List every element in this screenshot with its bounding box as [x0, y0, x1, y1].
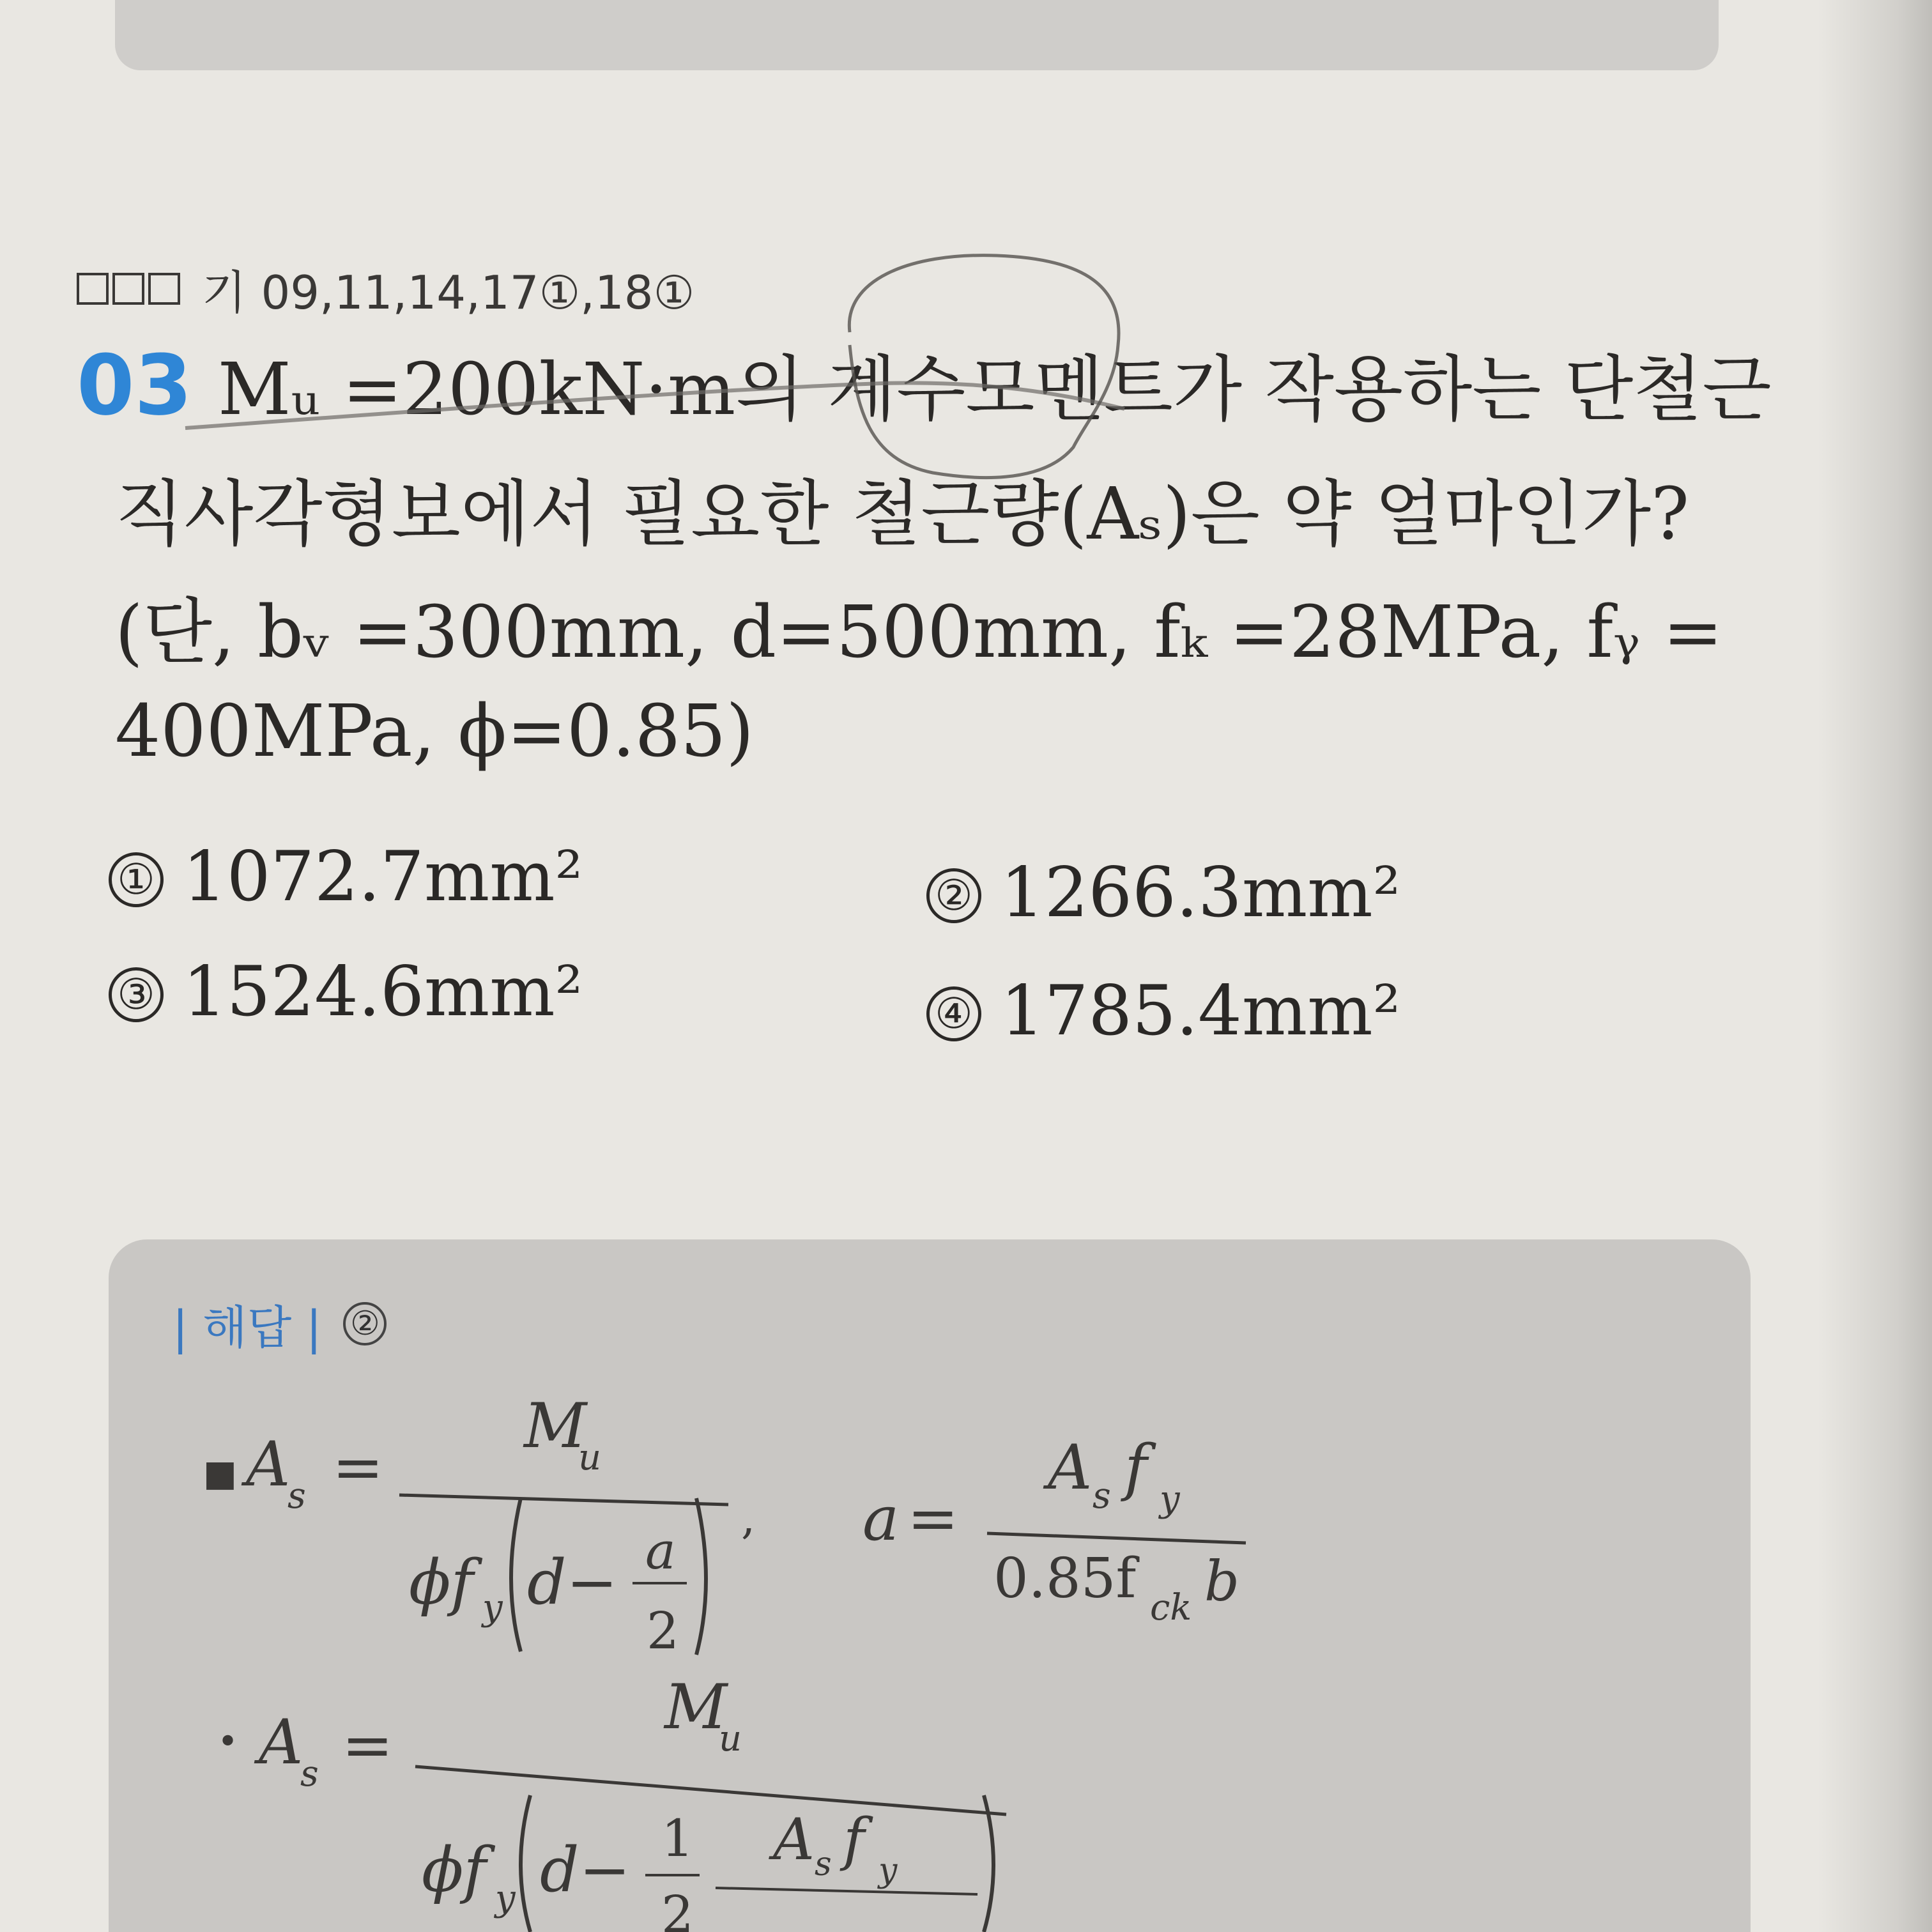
- formula-lhs: A: [246, 1429, 291, 1500]
- formula3-bullet: •: [217, 1721, 239, 1763]
- formula-denominator-d: d−: [527, 1547, 618, 1618]
- question-number: 03: [77, 337, 192, 434]
- formula-bullet: ■: [203, 1453, 237, 1494]
- formula-lhs-sub: s: [288, 1475, 306, 1517]
- formula2-denominator-b: b: [1204, 1550, 1240, 1614]
- formula-numerator: M: [524, 1390, 587, 1462]
- formula-numerator-sub: u: [578, 1437, 602, 1478]
- formula3-inner-s: s: [815, 1845, 832, 1883]
- question-line-3: (단, bᵥ =300mm, d=500mm, fₖ =28MPa, fᵧ =: [115, 591, 1723, 674]
- answer-value: ②: [343, 1302, 387, 1346]
- choice-text: 1072.7mm²: [183, 837, 583, 917]
- choice-number: ③: [109, 967, 164, 1022]
- formula2-num-a: A: [1048, 1432, 1092, 1503]
- choice-text: 1524.6mm²: [183, 952, 583, 1032]
- formula3-denominator-phi: ϕf: [422, 1834, 486, 1906]
- exam-source: 기 09,11,14,17①,18①: [202, 266, 695, 319]
- choice-number: ①: [109, 852, 164, 907]
- answer-heading: | 해답 |: [172, 1301, 322, 1354]
- formula3-inner-a: A: [773, 1806, 815, 1873]
- formula-denominator-sub: y: [482, 1587, 503, 1629]
- question-line-2: 직사각형보에서 필요한 철근량(Aₛ)은 약 얼마인가?: [115, 473, 1690, 556]
- choice-text: 1266.3mm²: [1000, 853, 1401, 933]
- choice-text: 1785.4mm²: [1000, 971, 1401, 1051]
- formula3-inner-y: y: [878, 1851, 898, 1890]
- formula2-num-y: y: [1160, 1478, 1180, 1520]
- formula3-numerator-sub: u: [719, 1718, 742, 1759]
- formula2-denominator: 0.85f: [993, 1547, 1137, 1611]
- pencil-underline: [185, 383, 1124, 428]
- formula3-lhs: A: [259, 1706, 303, 1778]
- formula3-lhs-sub: s: [300, 1753, 319, 1795]
- formula3-equals: =: [342, 1710, 394, 1781]
- choice-number: ②: [926, 868, 981, 923]
- formula2-num-f: f: [1124, 1432, 1147, 1503]
- formula-comma: ,: [741, 1492, 756, 1544]
- question-line-4: 400MPa, ϕ=0.85): [115, 690, 755, 773]
- formula3-denominator-sub: y: [495, 1878, 516, 1919]
- choice-number: ④: [926, 986, 981, 1041]
- formula-equals: =: [332, 1432, 384, 1503]
- formula3-one: 1: [661, 1809, 694, 1868]
- formula2-denominator-sub: ck: [1150, 1587, 1192, 1629]
- formula3-numerator: M: [664, 1671, 728, 1743]
- formula2-equals: =: [907, 1483, 959, 1554]
- formula3-denominator-d: d−: [540, 1834, 631, 1906]
- formula3-inner-f: f: [843, 1806, 865, 1873]
- formula2-lhs: a: [862, 1483, 900, 1554]
- formula-denominator-2: 2: [647, 1601, 679, 1660]
- formula-denominator-a: a: [645, 1521, 676, 1581]
- formula-denominator-phi: ϕf: [409, 1547, 473, 1618]
- formula3-two: 2: [661, 1885, 694, 1932]
- question-line-1: Mᵤ =200kN·m의 계수모멘트가 작용하는 단철근: [217, 348, 1772, 431]
- formula2-num-s: s: [1092, 1475, 1111, 1517]
- pencil-circle: [849, 256, 1119, 478]
